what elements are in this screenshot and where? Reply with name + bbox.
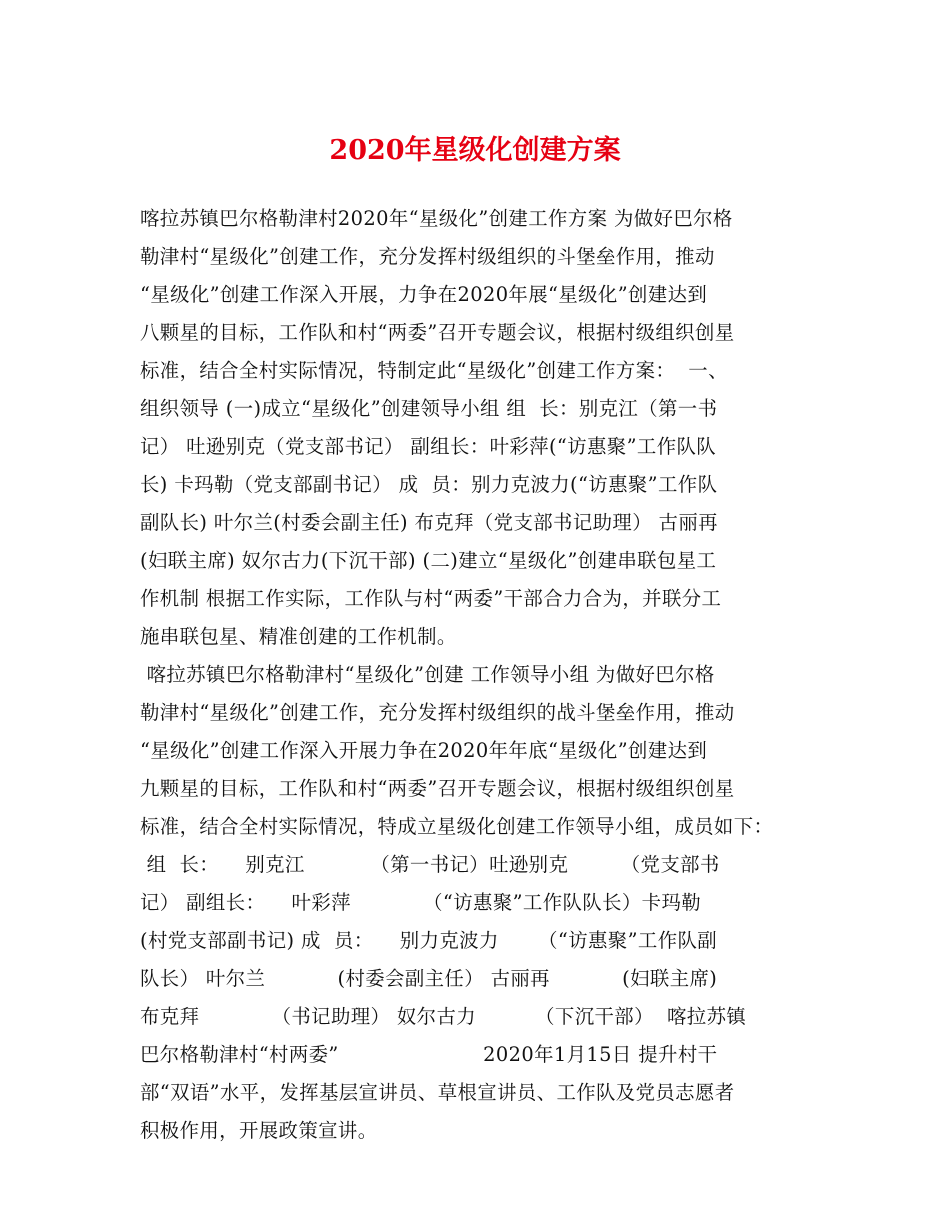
body-line-17: 标准，结合全村实际情况，特成立星级化创建工作领导小组，成员如下： (140, 815, 774, 838)
body-line-5: 标准，结合全村实际情况，特制定此“星级化”创建工作方案： 一、 (140, 359, 728, 382)
body-line-16: 九颗星的目标，工作队和村“两委”召开专题会议，根据村级组织创星 (140, 777, 735, 800)
body-line-18: 组 长： 别克江 （第一书记）吐逊别克 （党支部书 (140, 853, 720, 876)
body-line-8: 长) 卡玛勒（党支部副书记） 成 员：别力克波力(“访惠聚”工作队 (140, 473, 718, 496)
body-line-15: “星级化”创建工作深入开展力争在2020年年底“星级化”创建达到 (140, 739, 708, 762)
body-line-4: 八颗星的目标，工作队和村“两委”召开专题会议，根据村级组织创星 (140, 321, 735, 344)
body-line-21: 队长） 叶尔兰 (村委会副主任） 古丽再 (妇联主席) (140, 967, 718, 990)
body-line-19: 记） 副组长： 叶彩萍 （“访惠聚”工作队队长）卡玛勒 (140, 891, 702, 914)
body-line-24: 部“双语”水平，发挥基层宣讲员、草根宣讲员、工作队及党员志愿者 (140, 1081, 735, 1104)
body-line-6: 组织领导 (一)成立“星级化”创建领导小组 组 长：别克江（第一书 (140, 397, 718, 420)
body-line-7: 记） 吐逊别克（党支部书记） 副组长：叶彩萍(“访惠聚”工作队队 (140, 435, 717, 458)
body-line-14: 勒津村“星级化”创建工作，充分发挥村级组织的战斗堡垒作用，推动 (140, 701, 735, 724)
body-line-2: 勒津村“星级化”创建工作，充分发挥村级组织的斗堡垒作用，推动 (140, 245, 715, 268)
body-line-1: 喀拉苏镇巴尔格勒津村2020年“星级化”创建工作方案 为做好巴尔格 (140, 207, 733, 230)
document-title: 2020年星级化创建方案 (329, 135, 621, 166)
body-line-11: 作机制 根据工作实际，工作队与村“两委”干部合力合为，并联分工 (140, 587, 722, 610)
body-line-10: (妇联主席) 奴尔古力(下沉干部) (二)建立“星级化”创建串联包星工 (140, 549, 717, 572)
body-line-12: 施串联包星、精准创建的工作机制。 (140, 625, 457, 648)
body-line-23: 巴尔格勒津村“村两委” 2020年1月15日 提升村干 (140, 1043, 718, 1066)
body-line-13: 喀拉苏镇巴尔格勒津村“星级化”创建 工作领导小组 为做好巴尔格 (140, 663, 715, 686)
body-line-25: 积极作用，开展政策宣讲。 (140, 1119, 378, 1142)
body-line-9: 副队长) 叶尔兰(村委会副主任) 布克拜（党支部书记助理） 古丽再 (140, 511, 718, 534)
body-line-3: “星级化”创建工作深入开展，力争在2020年展“星级化”创建达到 (140, 283, 708, 306)
body-line-20: (村党支部副书记) 成 员： 别力克波力 （“访惠聚”工作队副 (140, 929, 718, 952)
body-line-22: 布克拜 （书记助理） 奴尔古力 （下沉干部） 喀拉苏镇 (140, 1005, 747, 1028)
